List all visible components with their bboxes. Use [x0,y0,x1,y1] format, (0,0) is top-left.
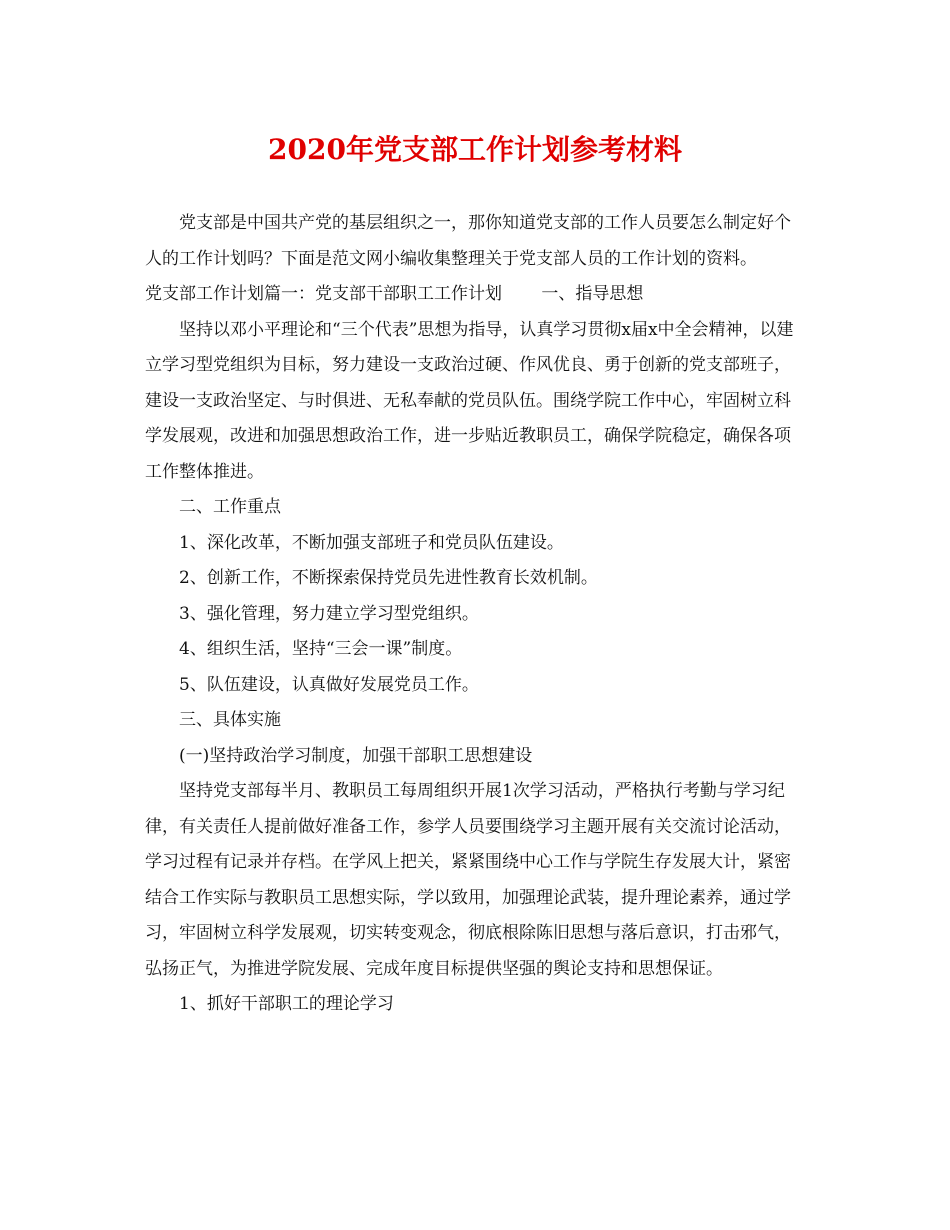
document-title: 2020年党支部工作计划参考材料 [268,133,682,166]
guiding-thought-paragraph: 坚持以邓小平理论和“三个代表”思想为指导，认真学习贯彻x届x中全会精神，以建立学习型党组织为目标，努力建设一支政治过硬、作风优良、勇于创新的党支部班子，建设一支政治坚定、与时俱进、无私奉献的党员队伍。围绕学院工作中心，牢固树立科学发展观，改进和加强思想政治工作，进一步贴近教职员工，确保学院稳定，确保各项工作整体推进。 [145,319,794,482]
subsection-heading-1: (一)坚持政治学习制度，加强干部职工思想建设 [179,745,533,766]
focus-item: 2、创新工作，不断探索保持党员先进性教育长效机制。 [179,568,598,588]
section-heading-3: 三、具体实施 [179,710,281,730]
focus-item: 3、强化管理，努力建立学习型党组织。 [179,603,479,624]
focus-item: 4、组织生活，坚持“三会一课”制度。 [179,639,463,659]
document-body [145,206,805,1023]
part-heading: 党支部工作计划篇一：党支部干部职工工作计划 一、指导思想 [145,284,644,304]
study-paragraph: 坚持党支部每半月、教职员工每周组织开展1次学习活动，严格执行考勤与学习纪律，有关责任人提前做好准备工作，参学人员要围绕学习主题开展有关交流讨论活动，学习过程有记录并存档。在学风上把关，紧紧围绕中心工作与学院生存发展大计，紧密结合工作实际与教职员工思想实际，学以致用，加强理论武装，提升理论素养，通过学习，牢固树立科学发展观，切实转变观念，彻底根除陈旧思想与落后意识，打击邪气，弘扬正气，为推进学院发展、完成年度目标提供坚强的舆论支持和思想保证。 [145,781,791,979]
section-heading-2: 二、工作重点 [179,497,281,517]
focus-item: 1、深化改革，不断加强支部班子和党员队伍建设。 [179,532,564,553]
focus-item: 5、队伍建设，认真做好发展党员工作。 [179,674,479,695]
intro-paragraph: 党支部是中国共产党的基层组织之一，那你知道党支部的工作人员要怎么制定好个人的工作计划吗？下面是范文网小编收集整理关于党支部人员的工作计划的资料。 [145,213,791,269]
item-heading-1: 1、抓好干部职工的理论学习 [179,994,394,1014]
